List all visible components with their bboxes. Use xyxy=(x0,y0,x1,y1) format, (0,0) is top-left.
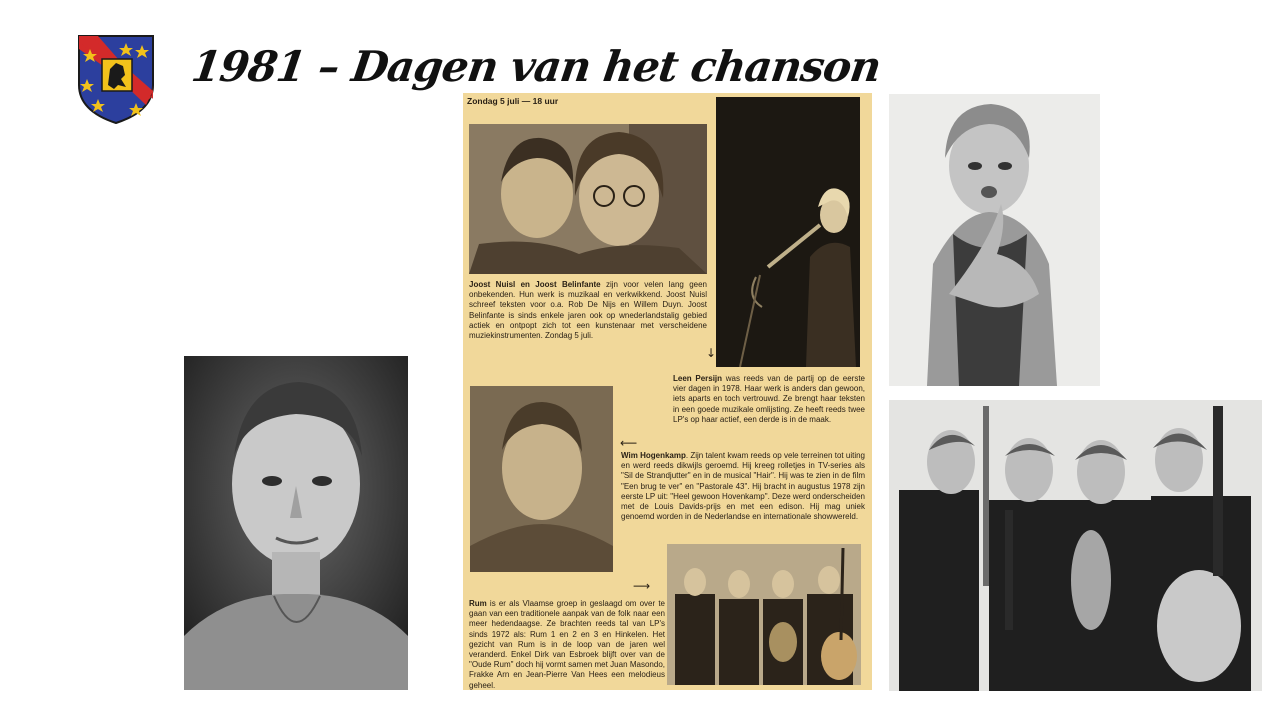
arrow-right-icon: ⟶ xyxy=(633,579,651,593)
name-rum: Rum xyxy=(469,599,487,608)
coat-of-arms-icon xyxy=(76,33,156,125)
arrow-down-icon: ↓ xyxy=(706,346,717,360)
text-rum xyxy=(469,599,665,690)
text-joost xyxy=(469,280,707,341)
text-leen xyxy=(673,374,865,425)
text-wim xyxy=(621,451,865,522)
photo-rum-small xyxy=(667,544,861,685)
bio-wim: . Zijn talent kwam reeds op vele terreinen tot uiting en werd reeds dikwijls geroemd. Hij kreeg rolletjes in TV-series als "Sil de Strandjutter" en in de musical "Hair". Hij was te zien in de film "Een brug te ver" en "Pastorale 43". Hij bracht in augustus 1978 zijn eerste LP uit: "Heel gewoon Hovenkamp". Deze werd onderscheiden met de Louis Davids-prijs en met een edison. Hij mag uniek genoemd worden in de Nederlandse en internationale showwereld. xyxy=(621,451,865,522)
bio-leen: was reeds van de partij op de eerste vier dagen in 1978. Haar werk is anders dan gewoon, iets aparts en toch vertrouwd. Ze brengt haar teksten in een goede muzikale omlijsting. Ze heeft reeds twee LP's op haar actief, een derde is in de maak. xyxy=(673,374,865,424)
photo-leen-persijn xyxy=(889,94,1100,386)
name-leen: Leen Persijn xyxy=(673,374,723,383)
bio-rum: is er als Vlaamse groep in geslaagd om over te gaan van een traditionele aanpak van de folk naar een meer hedendaagse. Ze brachten reeds tal van LP's sinds 1972 als: Rum 1 en 2 en 3 en Hinkelen. Het gezicht van Rum is in de loop van de jaren wel veranderd. Enkel Dirk van Esbroek blijft over van de "Oude Rum" doch hij vormt samen met Juan Masondo, Frakke Arn en Jean-Pierre Van Hees een melodieus geheel. xyxy=(469,599,665,690)
photo-leen-persijn-stage xyxy=(716,97,860,367)
slide-title: 1981 – Dagen van het chanson xyxy=(188,42,884,91)
newspaper-clipping xyxy=(463,93,872,690)
photo-wim-hogenkamp-small xyxy=(470,386,613,572)
bio-joost: zijn voor velen lang geen onbekenden. Hun werk is muzikaal en verkwikkend. Joost Nuisl schreef teksten voor o.a. Rob De Nijs en Willem Duyn. Joost Belinfante is sinds enkele jaren ook op wnederlandstalig gebied actiek en ontpopt zich tot een kunstenaar met verscheidene muziekinstrumenten. Zondag 5 juli. xyxy=(469,280,707,341)
photo-rum-group xyxy=(889,400,1262,691)
photo-wim-hogenkamp xyxy=(184,356,408,690)
photo-joost-nuisl-belinfante xyxy=(469,124,707,274)
arrow-left-icon: ⟵ xyxy=(620,436,638,450)
name-joost: Joost Nuisl en Joost Belinfante xyxy=(469,280,601,289)
name-wim: Wim Hogenkamp xyxy=(621,451,686,460)
clipping-header: Zondag 5 juli — 18 uur xyxy=(467,96,559,106)
